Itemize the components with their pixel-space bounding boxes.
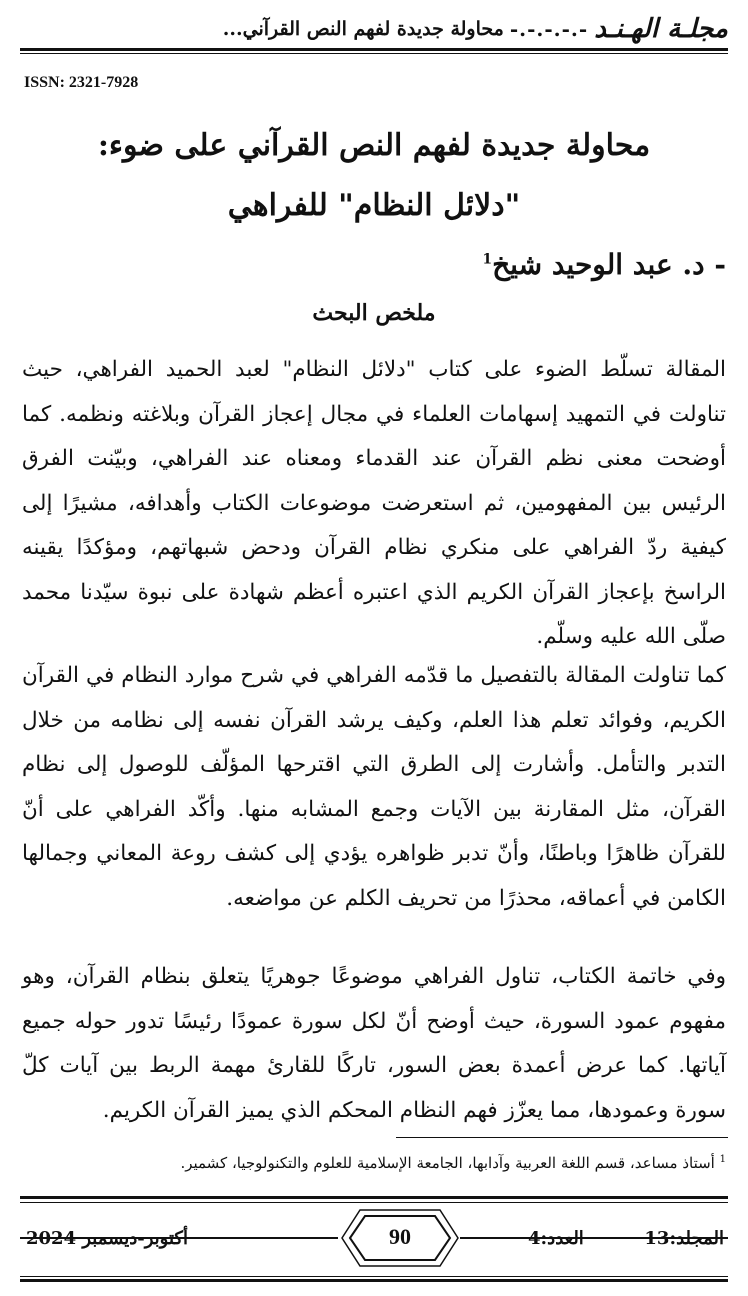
article-title-line-2: "دلائل النظام" للفراهي xyxy=(227,188,521,223)
abstract-paragraph-2: كما تناولت المقالة بالتفصيل ما قدّمه الفراهي في شرح موارد النظام في القرآن الكريم، وفوائد تعلم هذا العلم، وكيف يرشد القرآن نفسه إلى نظامه من خلال التدبر والتأمل. وأشارت إلى الطرق التي اقترحها المؤلّف للوصول إلى نظام القرآن، مثل المقارنة بين الآيات وجمع المشابه منها. وأكّد الفراهي على أنّ للقرآن ظاهرًا وباطنًا، وأنّ تدبر ظواهره يؤدي إلى كشف روعة المعاني وجمالها الكامن في أعماقه، محذرًا من تحريف الكلم عن مواضعه. xyxy=(22,663,726,911)
issue-label: العدد:4 xyxy=(528,1228,584,1249)
author-footnote-marker: 1 xyxy=(482,251,493,268)
page-number: 90 xyxy=(389,1224,411,1249)
footnote-separator xyxy=(396,1137,728,1138)
abstract-heading: ملخص البحث xyxy=(312,300,436,326)
footnote xyxy=(180,1154,726,1172)
abstract-paragraph-3: وفي خاتمة الكتاب، تناول الفراهي موضوعًا جوهريًا يتعلق بنظام القرآن، وهو مفهوم عمود السورة، حيث أوضح أنّ لكل سورة عمودًا رئيسًا تدور حوله جميع آياتها. كما عرض أعمدة بعض السور، تاركًا للقارئ مهمة الربط بين آيات كلّ سورة وعمودها، مما يعزّز فهم النظام المحكم الذي يميز القرآن الكريم. xyxy=(22,964,726,1123)
author-name: - د. عبد الوحيد شيخ xyxy=(492,248,726,281)
article-title-line-1: محاولة جديدة لفهم النص القرآني على ضوء: xyxy=(97,128,651,163)
issue-date: أكتوبر-ديسمبر 2024 xyxy=(26,1228,188,1249)
page-footer xyxy=(20,1196,728,1290)
abstract-paragraph-1: المقالة تسلّط الضوء على كتاب "دلائل النظام" لعبد الحميد الفراهي، حيث تناولت في التمهيد إسهامات العلماء في مجال إعجاز القرآن وبلاغته ونظمه. كما أوضحت معنى نظم القرآن عند القدماء ومعناه عند الفراهي، وبيّنت الفرق الرئيس بين المفهومين، ثم استعرضت موضوعات الكتاب وأهدافه، مشيرًا إلى كيفية ردّ الفراهي على منكري نظام القرآن ودحض شبهاتهم، ومؤكدًا يقينه الراسخ بإعجاز القرآن الكريم الذي اعتبره أعظم شهادة على نبوة سيّدنا محمد صلّى الله عليه وسلّم. xyxy=(22,357,726,649)
footnote-text: أستاذ مساعد، قسم اللغة العربية وآدابها، الجامعة الإسلامية للعلوم والتكنولوجيا، كشمير. xyxy=(180,1154,715,1172)
footnote-number: 1 xyxy=(719,1154,726,1165)
volume-issue xyxy=(528,1228,724,1249)
journal-name: مجلـة الهـنـد xyxy=(594,14,728,44)
volume-label: المجلد:13 xyxy=(644,1228,724,1249)
author-line xyxy=(482,248,726,281)
header-rule-thin xyxy=(20,53,728,54)
issn-number: ISSN: 2321-7928 xyxy=(24,74,139,91)
footer-rule-bottom-thin xyxy=(20,1276,728,1277)
header-dashes: -.-.-.-.- xyxy=(509,17,589,41)
running-header xyxy=(20,8,728,54)
header-row xyxy=(20,14,728,44)
footer-rule-bottom-thick xyxy=(20,1279,728,1282)
running-title: محاولة جديدة لفهم النص القرآني... xyxy=(222,18,504,40)
header-rule-thick xyxy=(20,48,728,51)
